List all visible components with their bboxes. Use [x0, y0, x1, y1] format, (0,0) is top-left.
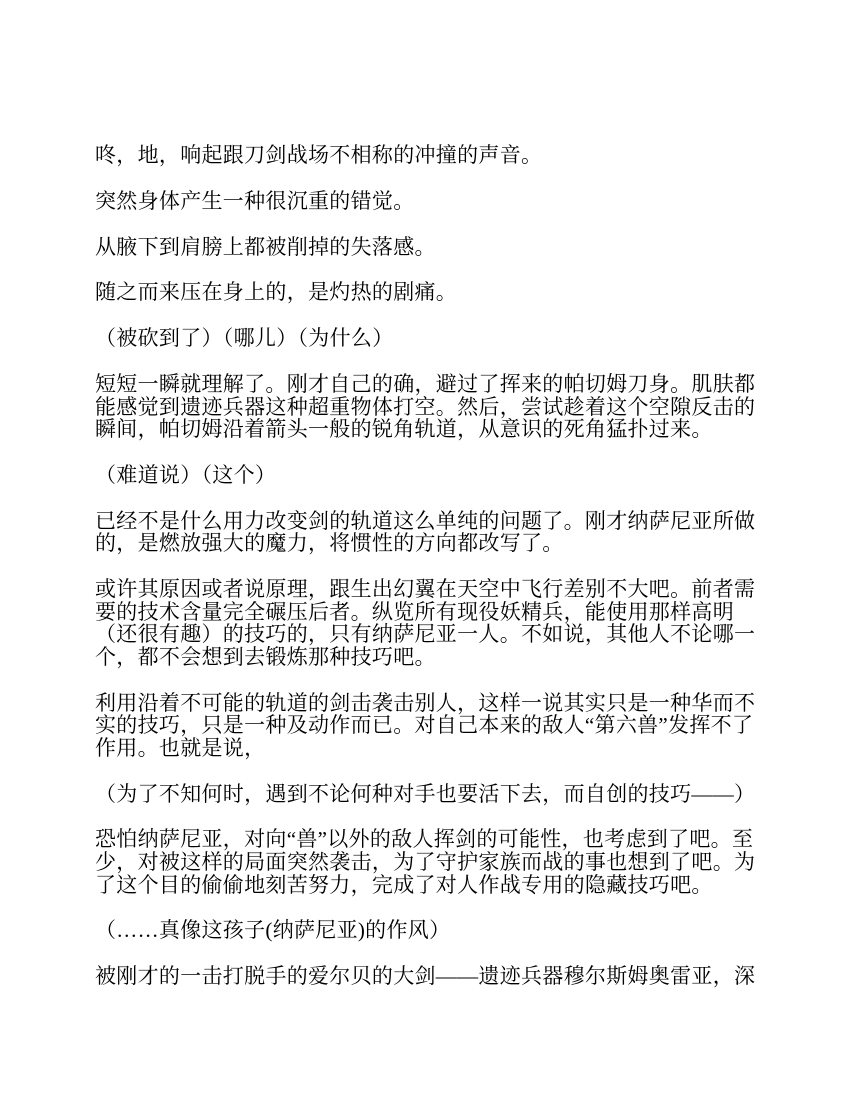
- paragraph: 从腋下到肩膀上都被削掉的失落感。: [95, 234, 436, 259]
- paragraph: （被砍到了）（哪儿）（为什么）: [95, 326, 394, 351]
- paragraph: （为了不知何时，遇到不论何种对手也要活下去，而自创的技巧——）: [95, 781, 756, 806]
- paragraph: 利用沿着不可能的轨道的剑击袭击别人，这样一说其实只是一种华而不实的技巧，只是一种及动作而已。对自己本来的敌人“第六兽”发挥不了作用。也就是说，: [95, 690, 756, 760]
- paragraph: 咚，地，响起跟刀剑战场不相称的冲撞的声音。: [95, 143, 543, 167]
- paragraph: 或许其原因或者说原理，跟生出幻翼在天空中飞行差别不大吧。前者需要的技术含量完全碾压后者。纵览所有现役妖精兵，能使用那样高明（还很有趣）的技巧的，只有纳萨尼亚一人。不如说，其他人不论哪一个，都不会想到去锻炼那种技巧吧。: [95, 577, 756, 669]
- paragraph: 突然身体产生一种很沉重的错觉。: [95, 188, 415, 213]
- paragraph: 已经不是什么用力改变剑的轨道这么单纯的问题了。刚才纳萨尼亚所做的，是燃放强大的魔力，将惯性的方向都改写了。: [95, 508, 756, 556]
- paragraph: （难道说）（这个）: [95, 462, 277, 487]
- paragraph: 随之而来压在身上的，是灼热的剧痛。: [95, 280, 458, 305]
- paragraph: （……真像这孩子(纳萨尼亚)的作风）: [95, 918, 451, 943]
- text-block: [95, 144, 757, 988]
- paragraph: 恐怕纳萨尼亚，对向“兽”以外的敌人挥剑的可能性，也考虑到了吧。至少，对被这样的局面突然袭击，为了守护家族而战的事也想到了吧。为了这个目的偷偷地刻苦努力，完成了对人作战专用的隐藏技巧吧。: [95, 827, 756, 897]
- paragraph: 短短一瞬就理解了。刚才自己的确，避过了挥来的帕切姆刀身。肌肤都能感觉到遗迹兵器这种超重物体打空。然后，尝试趁着这个空隙反击的瞬间，帕切姆沿着箭头一般的锐角轨道，从意识的死角猛扑过来。: [95, 371, 756, 442]
- paragraph: 被刚才的一击打脱手的爱尔贝的大剑——遗迹兵器穆尔斯姆奥雷亚，深: [95, 964, 756, 989]
